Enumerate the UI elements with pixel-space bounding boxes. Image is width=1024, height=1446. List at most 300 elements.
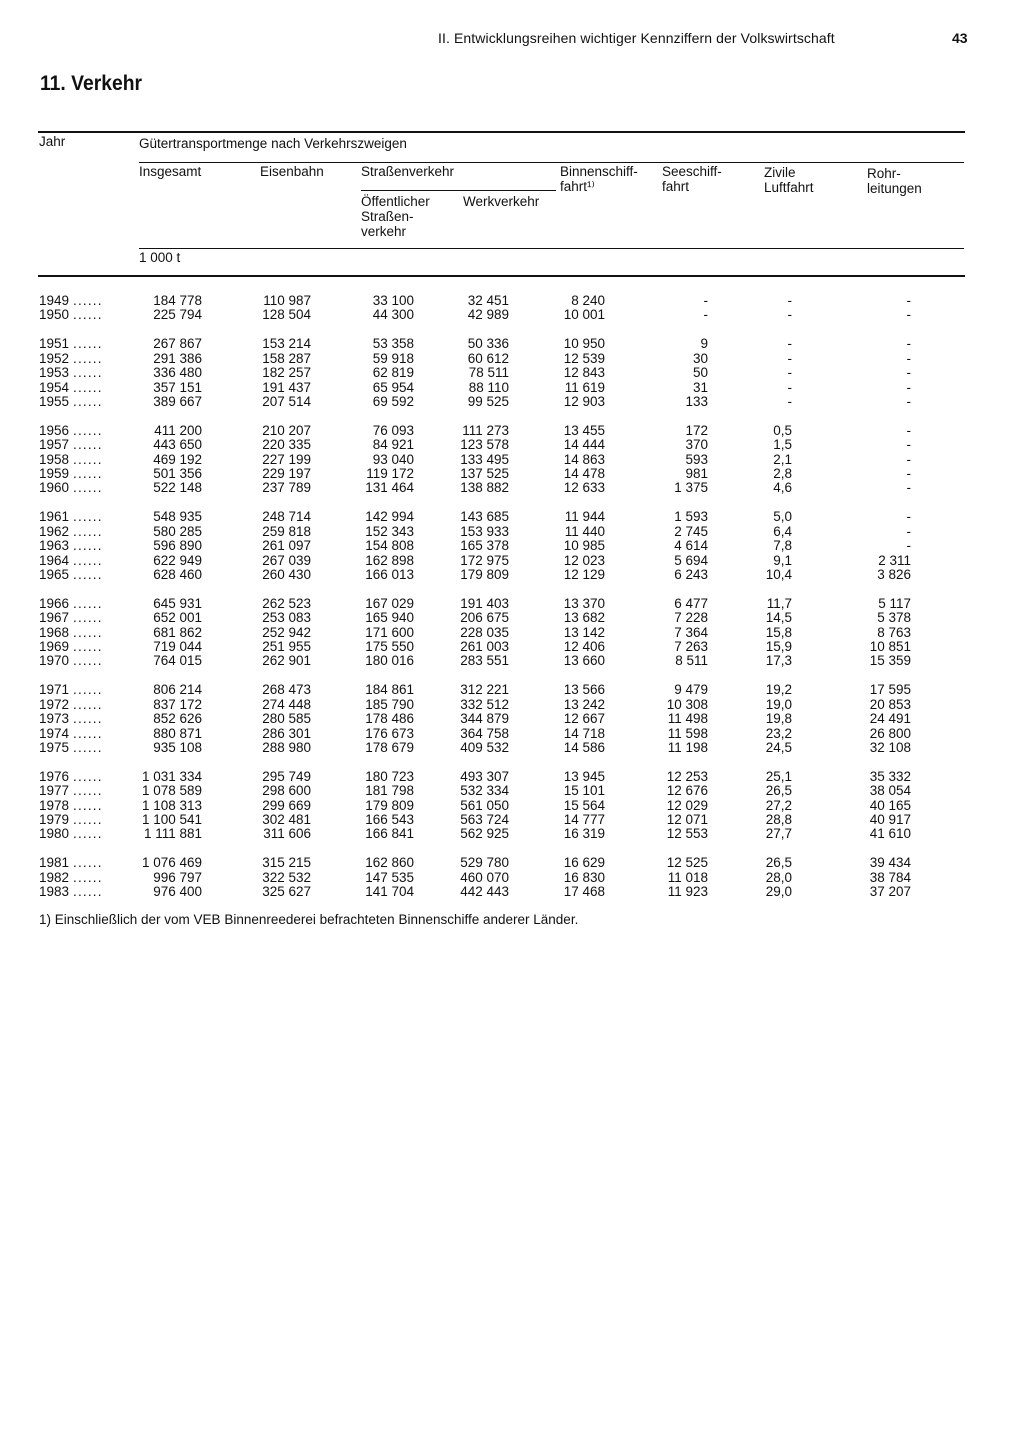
table-header-bottom-rule (38, 275, 965, 277)
cell-sea: 8 511 (675, 653, 708, 669)
table-row (0, 799, 1024, 813)
cell-total: 764 015 (153, 653, 202, 669)
cell-dots: ...... (73, 610, 103, 626)
cell-total: 837 172 (153, 696, 202, 712)
cell-inland: 16 319 (563, 826, 605, 842)
cell-rail: 295 749 (262, 768, 311, 784)
cell-road-public: 65 954 (372, 379, 414, 395)
cell-air: 14,5 (765, 610, 792, 626)
cell-sea: - (703, 293, 708, 308)
cell-dots: ...... (73, 422, 103, 438)
cell-sea: 5 694 (674, 552, 708, 568)
cell-rail: 253 083 (262, 610, 311, 626)
table-row (0, 727, 1024, 741)
cell-pipe: 41 610 (869, 826, 911, 842)
table-row (0, 611, 1024, 625)
cell-year: 1962 (39, 523, 70, 539)
cell-road-public: 166 013 (365, 566, 414, 582)
cell-year: 1961 (39, 509, 70, 525)
cell-dots: ...... (73, 768, 103, 784)
cell-year: 1976 (39, 768, 70, 784)
cell-road-public: 131 464 (365, 480, 414, 496)
cell-total: 806 214 (153, 682, 202, 698)
cell-air: 5,0 (773, 509, 792, 525)
cell-air: 15,8 (765, 624, 792, 640)
cell-road-public: 166 543 (365, 812, 414, 827)
cell-air: - (787, 350, 792, 366)
cell-road-public: 76 093 (372, 422, 414, 438)
cell-road-own: 133 495 (460, 451, 509, 467)
cell-dots: ...... (73, 451, 103, 467)
cell-year: 1973 (39, 711, 70, 727)
cell-road-public: 33 100 (372, 293, 414, 308)
col-year-header: Jahr (39, 134, 66, 149)
cell-year: 1955 (39, 393, 70, 409)
cell-sea: 30 (692, 350, 708, 366)
cell-inland: 10 985 (563, 538, 605, 554)
col-pipe-header: Rohr- leitungen (867, 166, 922, 196)
cell-rail: 262 523 (262, 595, 311, 611)
cell-rail: 207 514 (262, 393, 311, 409)
cell-pipe: 8 763 (877, 624, 911, 640)
cell-pipe: - (906, 480, 911, 496)
cell-pipe: 3 826 (877, 566, 911, 582)
cell-dots: ...... (73, 509, 103, 525)
cell-sea: 9 (700, 336, 708, 352)
cell-dots: ...... (73, 711, 103, 727)
table-row (0, 395, 1024, 409)
road-subgroup-rule (361, 190, 556, 191)
cell-total: 291 386 (153, 350, 202, 366)
section-title: 11. Verkehr (40, 72, 143, 95)
cell-pipe: 39 434 (869, 855, 911, 871)
cell-sea: 9 479 (674, 682, 708, 698)
cell-road-own: 563 724 (460, 812, 509, 827)
cell-pipe: 38 784 (869, 869, 911, 885)
cell-road-own: 172 975 (460, 552, 509, 568)
cell-road-public: 141 704 (365, 884, 414, 900)
cell-rail: 268 473 (262, 682, 311, 698)
cell-rail: 262 901 (262, 653, 311, 669)
cell-sea: 11 018 (667, 869, 708, 885)
cell-pipe: 35 332 (869, 768, 911, 784)
cell-total: 1 076 469 (141, 855, 202, 871)
table-row (0, 337, 1024, 351)
table-row (0, 424, 1024, 438)
cell-inland: 14 863 (563, 451, 605, 467)
cell-inland: 14 586 (563, 739, 605, 755)
cell-total: 522 148 (153, 480, 202, 496)
cell-road-own: 42 989 (467, 307, 509, 323)
cell-dots: ...... (73, 739, 103, 755)
cell-total: 443 650 (153, 437, 202, 453)
cell-road-own: 493 307 (460, 768, 509, 784)
cell-pipe: - (906, 307, 911, 323)
cell-year: 1978 (39, 797, 70, 813)
cell-total: 719 044 (153, 639, 202, 654)
table-row (0, 784, 1024, 798)
cell-dots: ...... (73, 682, 103, 698)
cell-sea: 981 (685, 466, 708, 481)
cell-air: 25,1 (765, 768, 792, 784)
cell-road-own: 78 511 (468, 365, 509, 381)
cell-pipe: 24 491 (869, 711, 911, 727)
table-row (0, 813, 1024, 827)
cell-road-own: 442 443 (460, 884, 509, 900)
cell-sea: 7 228 (674, 610, 708, 626)
cell-sea: 172 (685, 422, 708, 438)
cell-road-public: 178 679 (365, 739, 414, 755)
cell-year: 1981 (39, 855, 70, 871)
cell-total: 1 100 541 (141, 812, 202, 827)
cell-dots: ...... (73, 783, 103, 799)
cell-inland: 15 564 (563, 797, 605, 813)
cell-total: 652 001 (153, 610, 202, 626)
cell-pipe: 20 853 (869, 696, 911, 712)
cell-pipe: 26 800 (869, 725, 911, 741)
cell-pipe: - (906, 437, 911, 453)
cell-inland: 10 001 (563, 307, 605, 323)
cell-pipe: 2 311 (878, 552, 911, 568)
cell-pipe: 38 054 (869, 783, 911, 799)
cell-sea: 133 (685, 393, 708, 409)
cell-year: 1956 (39, 422, 70, 438)
unit-label: 1 000 t (139, 250, 181, 265)
cell-total: 469 192 (153, 451, 202, 467)
table-row (0, 453, 1024, 467)
cell-year: 1968 (39, 624, 70, 640)
cell-air: - (787, 307, 792, 323)
cell-year: 1960 (39, 480, 70, 496)
cell-year: 1953 (39, 365, 70, 381)
cell-pipe: 5 378 (877, 610, 911, 626)
cell-inland: 11 619 (564, 379, 605, 395)
col-sea-header: Seeschiff- fahrt (662, 164, 722, 194)
table-row (0, 539, 1024, 553)
cell-dots: ...... (73, 393, 103, 409)
cell-pipe: 5 117 (878, 595, 911, 611)
cell-sea: 7 263 (674, 639, 708, 654)
cell-sea: 10 308 (666, 696, 708, 712)
cell-rail: 158 287 (262, 350, 311, 366)
cell-inland: 17 468 (563, 884, 605, 900)
table-row (0, 626, 1024, 640)
cell-inland: 8 240 (571, 293, 605, 308)
cell-road-public: 59 918 (372, 350, 414, 366)
cell-dots: ...... (73, 624, 103, 640)
cell-sea: 6 477 (674, 595, 708, 611)
cell-sea: 1 593 (674, 509, 708, 525)
cell-rail: 110 987 (263, 293, 311, 308)
cell-rail: 252 942 (262, 624, 311, 640)
cell-total: 1 031 334 (141, 768, 202, 784)
cell-total: 548 935 (153, 509, 202, 525)
col-inland-header: Binnenschiff- fahrt¹⁾ (560, 164, 638, 194)
cell-air: 1,5 (773, 437, 792, 453)
cell-total: 580 285 (153, 523, 202, 539)
cell-rail: 227 199 (262, 451, 311, 467)
cell-year: 1979 (39, 812, 70, 827)
cell-air: 4,6 (773, 480, 792, 496)
cell-year: 1980 (39, 826, 70, 842)
col-road-public-header: Öffentlicher Straßen- verkehr (361, 194, 430, 239)
col-road-header: Straßenverkehr (361, 164, 455, 179)
cell-inland: 13 142 (563, 624, 605, 640)
cell-air: - (787, 293, 792, 308)
cell-road-own: 32 451 (467, 293, 509, 308)
cell-road-public: 53 358 (372, 336, 414, 352)
cell-dots: ...... (73, 523, 103, 539)
cell-road-own: 111 273 (462, 422, 509, 438)
cell-inland: 12 406 (563, 639, 605, 654)
cell-road-own: 60 612 (467, 350, 509, 366)
table-row (0, 294, 1024, 308)
cell-inland: 16 629 (563, 855, 605, 871)
cell-dots: ...... (73, 480, 103, 496)
cell-total: 852 626 (153, 711, 202, 727)
cell-rail: 260 430 (262, 566, 311, 582)
cell-sea: 12 676 (666, 783, 708, 799)
cell-year: 1964 (39, 552, 70, 568)
cell-dots: ...... (73, 653, 103, 669)
cell-total: 596 890 (153, 538, 202, 554)
cell-year: 1949 (39, 293, 70, 308)
cell-rail: 274 448 (262, 696, 311, 712)
cell-total: 267 867 (153, 336, 202, 352)
table-row (0, 525, 1024, 539)
cell-air: - (787, 365, 792, 381)
cell-air: - (787, 393, 792, 409)
cell-road-public: 176 673 (365, 725, 414, 741)
cell-road-own: 143 685 (460, 509, 509, 525)
cell-dots: ...... (73, 293, 103, 308)
cell-air: 2,8 (773, 466, 792, 481)
cell-road-own: 364 758 (460, 725, 509, 741)
cell-rail: 299 669 (262, 797, 311, 813)
cell-sea: 12 029 (666, 797, 708, 813)
cell-inland: 13 370 (563, 595, 605, 611)
cell-dots: ...... (73, 466, 103, 481)
cell-road-public: 119 172 (366, 466, 414, 481)
cell-road-own: 123 578 (460, 437, 509, 453)
group-header: Gütertransportmenge nach Verkehrszweigen (139, 136, 407, 151)
cell-total: 501 356 (153, 466, 202, 481)
cell-year: 1952 (39, 350, 70, 366)
cell-inland: 14 444 (563, 437, 605, 453)
table-row (0, 597, 1024, 611)
cell-sea: 12 525 (666, 855, 708, 871)
cell-total: 880 871 (153, 725, 202, 741)
cell-road-own: 283 551 (460, 653, 509, 669)
cell-total: 336 480 (153, 365, 202, 381)
cell-total: 935 108 (153, 739, 202, 755)
cell-year: 1983 (39, 884, 70, 900)
cell-road-public: 147 535 (365, 869, 414, 885)
cell-total: 996 797 (153, 869, 202, 885)
table-row (0, 741, 1024, 755)
cell-air: 9,1 (773, 552, 792, 568)
cell-inland: 14 718 (563, 725, 605, 741)
cell-inland: 12 843 (563, 365, 605, 381)
cell-road-own: 529 780 (460, 855, 509, 871)
cell-road-public: 154 808 (365, 538, 414, 554)
cell-road-own: 179 809 (460, 566, 509, 582)
cell-road-public: 184 861 (365, 682, 414, 698)
cell-air: 29,0 (765, 884, 792, 900)
cell-pipe: 37 207 (869, 884, 911, 900)
cell-sea: 12 553 (666, 826, 708, 842)
cell-dots: ...... (73, 365, 103, 381)
table-row (0, 712, 1024, 726)
cell-sea: 4 614 (674, 538, 708, 554)
cell-year: 1974 (39, 725, 70, 741)
cell-rail: 248 714 (262, 509, 311, 525)
table-row (0, 568, 1024, 582)
cell-pipe: - (906, 422, 911, 438)
cell-inland: 13 945 (563, 768, 605, 784)
cell-road-public: 152 343 (365, 523, 414, 539)
cell-year: 1967 (39, 610, 70, 626)
table-row (0, 438, 1024, 452)
cell-dots: ...... (73, 437, 103, 453)
footnote: 1) Einschließlich der vom VEB Binnenreederei befrachteten Binnenschiffe anderer Länder. (39, 912, 579, 927)
cell-pipe: - (906, 350, 911, 366)
cell-sea: 11 598 (667, 725, 708, 741)
cell-air: 26,5 (765, 783, 792, 799)
col-air-header: Zivile Luftfahrt (764, 165, 814, 195)
cell-inland: 16 830 (563, 869, 605, 885)
cell-rail: 128 504 (262, 307, 311, 323)
cell-air: 19,8 (765, 711, 792, 727)
cell-pipe: 32 108 (869, 739, 911, 755)
cell-rail: 298 600 (262, 783, 311, 799)
cell-air: 28,0 (765, 869, 792, 885)
cell-road-own: 99 525 (467, 393, 509, 409)
cell-pipe: 10 851 (869, 639, 911, 654)
table-row (0, 827, 1024, 841)
cell-road-public: 185 790 (365, 696, 414, 712)
cell-inland: 12 667 (563, 711, 605, 727)
table-row (0, 381, 1024, 395)
cell-road-own: 344 879 (460, 711, 509, 727)
cell-air: - (787, 379, 792, 395)
cell-road-own: 532 334 (460, 783, 509, 799)
cell-road-public: 165 940 (365, 610, 414, 626)
cell-air: 7,8 (773, 538, 792, 554)
cell-road-own: 206 675 (460, 610, 509, 626)
cell-road-public: 175 550 (365, 639, 414, 654)
cell-dots: ...... (73, 696, 103, 712)
cell-total: 622 949 (153, 552, 202, 568)
cell-rail: 191 437 (262, 379, 311, 395)
cell-inland: 13 660 (563, 653, 605, 669)
cell-year: 1972 (39, 696, 70, 712)
cell-road-own: 165 378 (460, 538, 509, 554)
cell-rail: 229 197 (262, 466, 311, 481)
cell-inland: 12 023 (563, 552, 605, 568)
cell-inland: 11 944 (564, 509, 605, 525)
cell-rail: 259 818 (262, 523, 311, 539)
cell-total: 1 108 313 (141, 797, 202, 813)
cell-dots: ...... (73, 379, 103, 395)
table-row (0, 352, 1024, 366)
cell-sea: - (703, 307, 708, 323)
cell-rail: 288 980 (262, 739, 311, 755)
cell-dots: ...... (73, 595, 103, 611)
cell-year: 1957 (39, 437, 70, 453)
cell-road-public: 178 486 (365, 711, 414, 727)
group-rule (139, 162, 964, 163)
cell-pipe: 17 595 (869, 682, 911, 698)
cell-road-public: 62 819 (372, 365, 414, 381)
cell-air: 28,8 (765, 812, 792, 827)
cell-pipe: - (906, 538, 911, 554)
cell-inland: 13 242 (563, 696, 605, 712)
cell-year: 1965 (39, 566, 70, 582)
table-row (0, 683, 1024, 697)
cell-total: 357 151 (153, 379, 202, 395)
cell-pipe: - (906, 523, 911, 539)
cell-total: 628 460 (153, 566, 202, 582)
table-row (0, 856, 1024, 870)
table-row (0, 308, 1024, 322)
cell-dots: ...... (73, 884, 103, 900)
table-row (0, 871, 1024, 885)
cell-dots: ...... (73, 797, 103, 813)
cell-road-public: 181 798 (365, 783, 414, 799)
cell-rail: 220 335 (262, 437, 311, 453)
cell-pipe: - (906, 466, 911, 481)
cell-total: 681 862 (153, 624, 202, 640)
cell-total: 1 078 589 (141, 783, 202, 799)
cell-inland: 12 539 (563, 350, 605, 366)
cell-year: 1958 (39, 451, 70, 467)
cell-rail: 267 039 (262, 552, 311, 568)
cell-rail: 325 627 (262, 884, 311, 900)
cell-road-public: 69 592 (372, 393, 414, 409)
cell-dots: ...... (73, 566, 103, 582)
cell-year: 1966 (39, 595, 70, 611)
cell-year: 1959 (39, 466, 70, 481)
cell-inland: 10 950 (563, 336, 605, 352)
cell-road-own: 228 035 (460, 624, 509, 640)
cell-inland: 12 903 (563, 393, 605, 409)
cell-road-own: 153 933 (460, 523, 509, 539)
cell-rail: 322 532 (262, 869, 311, 885)
cell-road-own: 409 532 (460, 739, 509, 755)
cell-sea: 11 498 (667, 711, 708, 727)
cell-road-public: 84 921 (372, 437, 414, 453)
cell-sea: 370 (685, 437, 708, 453)
cell-air: 27,2 (765, 797, 792, 813)
cell-rail: 286 301 (262, 725, 311, 741)
cell-road-own: 137 525 (460, 466, 509, 481)
running-header: II. Entwicklungsreihen wichtiger Kennziffern der Volkswirtschaft (438, 30, 835, 46)
cell-pipe: - (906, 393, 911, 409)
cell-rail: 302 481 (262, 812, 311, 827)
cell-total: 389 667 (153, 393, 202, 409)
cell-sea: 12 071 (666, 812, 708, 827)
cell-air: 10,4 (765, 566, 792, 582)
cell-air: 15,9 (765, 639, 792, 654)
cell-road-own: 191 403 (460, 595, 509, 611)
cell-sea: 1 375 (674, 480, 708, 496)
cell-dots: ...... (73, 869, 103, 885)
cell-air: 17,3 (765, 653, 792, 669)
table-row (0, 640, 1024, 654)
cell-total: 645 931 (153, 595, 202, 611)
table-row (0, 770, 1024, 784)
